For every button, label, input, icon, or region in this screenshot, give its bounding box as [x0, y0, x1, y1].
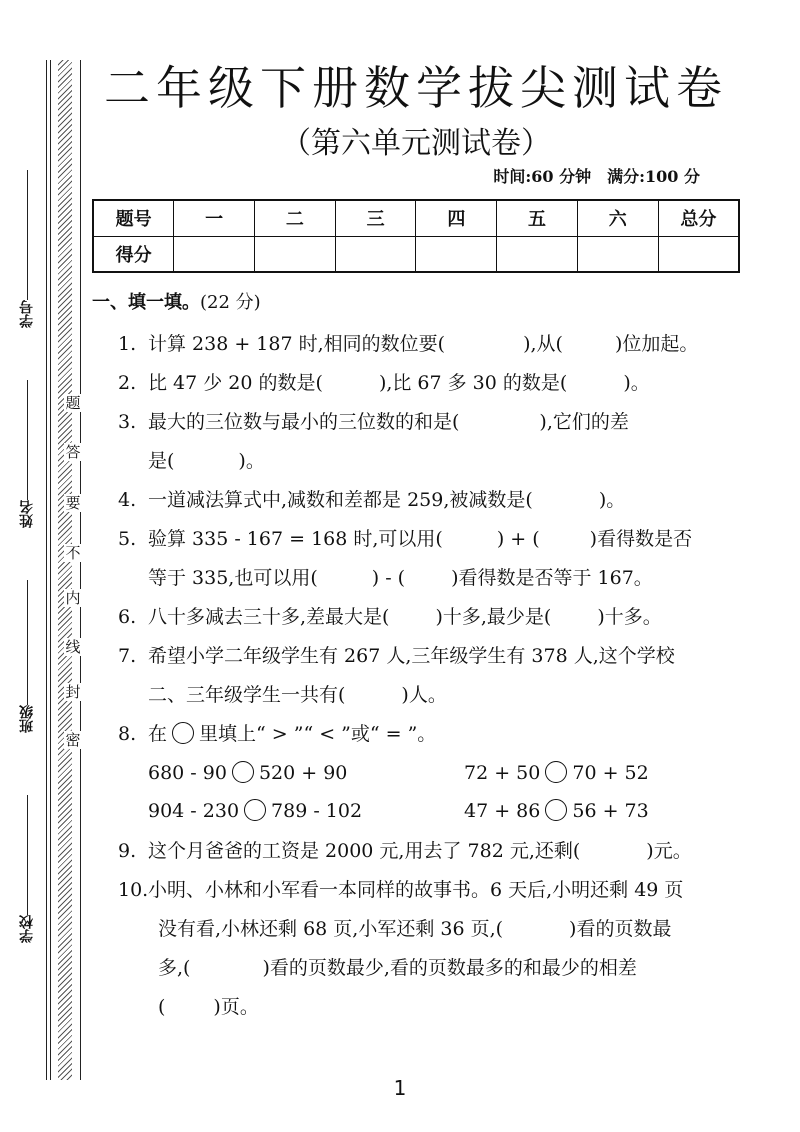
question-text: )页。	[213, 996, 259, 1018]
question-7-continued	[118, 676, 748, 715]
time-limit: 时间:60 分钟	[493, 167, 592, 186]
table-cell: 四	[416, 200, 497, 236]
fill-line	[27, 795, 28, 915]
hatched-border	[58, 60, 72, 1080]
question-text: )。	[598, 489, 626, 511]
margin-line	[46, 60, 47, 1080]
question-10-continued	[118, 949, 748, 988]
question-text: )十多,最少是(	[435, 606, 552, 628]
comparison-item	[464, 758, 649, 788]
table-cell: 六	[577, 200, 658, 236]
question-number: 5.	[118, 528, 137, 550]
table-cell: 二	[254, 200, 335, 236]
class-field[interactable]	[16, 580, 38, 733]
seal-char: 线	[65, 638, 81, 656]
comparison-circle-icon[interactable]	[545, 761, 567, 783]
question-text: )看的页数最少,看的页数最多的和最少的相差	[262, 957, 637, 979]
seal-char: 要	[65, 494, 81, 512]
question-text: )看的页数最	[569, 918, 672, 940]
comparison-left: 680 - 90	[148, 762, 227, 784]
question-text: 里填上“ > ”“ < ”或“ = ”。	[199, 723, 437, 745]
comparison-circle-icon[interactable]	[545, 799, 567, 821]
score-table-score-row	[93, 236, 739, 272]
question-text: 多,(	[158, 957, 191, 979]
question-text: )十多。	[597, 606, 662, 628]
table-cell: 五	[497, 200, 578, 236]
question-text: 在	[148, 723, 168, 745]
comparison-left: 47 + 86	[464, 800, 541, 822]
seal-char: 封	[65, 683, 81, 701]
score-cell[interactable]	[658, 236, 739, 272]
field-label: 学号	[19, 300, 35, 328]
question-3-continued	[118, 442, 748, 481]
question-3	[118, 403, 748, 442]
question-text: 希望小学二年级学生有 267 人,三年级学生有 378 人,这个学校	[148, 645, 675, 667]
question-text: 比 47 少 20 的数是(	[148, 372, 323, 394]
comparison-left: 72 + 50	[464, 762, 541, 784]
question-text: (	[158, 996, 166, 1018]
question-10-continued	[118, 988, 748, 1027]
question-8	[118, 715, 748, 754]
question-text: ) - (	[371, 567, 406, 589]
question-text: 一道减法算式中,减数和差都是 259,被减数是(	[148, 489, 533, 511]
table-cell: 总分	[658, 200, 739, 236]
fill-line	[27, 380, 28, 500]
name-field[interactable]	[16, 380, 38, 528]
question-text: ),从(	[523, 333, 563, 355]
binding-margin	[0, 0, 92, 1132]
question-text: )看得数是否等于 167。	[451, 567, 653, 589]
page-number: 1	[393, 1076, 407, 1100]
question-text: ),比 67 多 30 的数是(	[378, 372, 568, 394]
field-label: 姓名	[19, 500, 35, 528]
question-text: )。	[623, 372, 650, 394]
full-score: 满分:100 分	[607, 167, 700, 186]
comparison-left: 904 - 230	[148, 800, 240, 822]
seal-char: 题	[65, 394, 81, 412]
question-text: 没有看,小林还剩 68 页,小军还剩 36 页,(	[158, 918, 504, 940]
comparison-item	[464, 796, 649, 826]
table-cell: 一	[174, 200, 255, 236]
question-text: 最大的三位数与最小的三位数的和是(	[148, 411, 460, 433]
table-cell: 三	[335, 200, 416, 236]
question-2	[118, 364, 748, 403]
fill-line	[27, 170, 28, 300]
section-heading: 一、填一填。	[92, 292, 200, 313]
question-number: 3.	[118, 411, 137, 433]
comparison-circle-icon[interactable]	[232, 761, 254, 783]
time-info	[477, 166, 700, 188]
comparison-item	[148, 758, 347, 788]
question-text: ) + (	[496, 528, 540, 550]
table-cell: 题号	[93, 200, 174, 236]
question-text: ),它们的差	[539, 411, 629, 433]
comparison-right: 70 + 52	[572, 762, 649, 784]
comparison-circle-icon[interactable]	[244, 799, 266, 821]
question-number: 4.	[118, 489, 137, 511]
section-title	[92, 290, 261, 316]
question-number: 7.	[118, 645, 137, 667]
question-text: )看得数是否	[589, 528, 693, 550]
field-label: 班级	[19, 705, 35, 733]
question-text: 验算 335 - 167 = 168 时,可以用(	[148, 528, 443, 550]
question-5-continued	[118, 559, 748, 598]
question-10	[118, 871, 748, 910]
table-cell: 得分	[93, 236, 174, 272]
question-text: )人。	[401, 684, 447, 706]
field-label: 学校	[19, 915, 35, 943]
score-cell[interactable]	[174, 236, 255, 272]
score-cell[interactable]	[335, 236, 416, 272]
comparison-item	[148, 796, 362, 826]
score-table-header-row	[93, 200, 739, 236]
score-cell[interactable]	[254, 236, 335, 272]
question-number: 6.	[118, 606, 137, 628]
question-10-continued	[118, 910, 748, 949]
question-text: )。	[238, 450, 265, 472]
section-points: (22 分)	[200, 292, 261, 313]
fill-line	[27, 580, 28, 705]
question-1	[118, 325, 748, 364]
question-text: )元。	[646, 840, 692, 862]
score-cell[interactable]	[416, 236, 497, 272]
seal-char: 答	[65, 443, 81, 461]
score-cell[interactable]	[577, 236, 658, 272]
question-7	[118, 637, 748, 676]
question-text: 等于 335,也可以用(	[148, 567, 318, 589]
question-number: 10.	[118, 879, 149, 901]
question-number: 8.	[118, 723, 137, 745]
question-text: 这个月爸爸的工资是 2000 元,用去了 782 元,还剩(	[148, 840, 581, 862]
comparison-right: 520 + 90	[258, 762, 348, 784]
question-9	[118, 832, 748, 871]
seal-char: 密	[65, 731, 81, 749]
question-text: 是(	[148, 450, 175, 472]
question-text: 小明、小林和小军看一本同样的故事书。6 天后,小明还剩 49 页	[148, 879, 684, 901]
question-text: 八十多减去三十多,差最大是(	[148, 606, 390, 628]
question-number: 9.	[118, 840, 137, 862]
question-number: 2.	[118, 372, 137, 394]
question-text: 计算 238 + 187 时,相同的数位要(	[148, 333, 446, 355]
question-text: 二、三年级学生一共有(	[148, 684, 346, 706]
margin-line	[50, 60, 51, 1080]
circle-icon	[172, 722, 194, 744]
comparison-right: 789 - 102	[271, 800, 363, 822]
question-4	[118, 481, 748, 520]
margin-line	[80, 60, 81, 1080]
seal-char: 内	[65, 589, 81, 607]
question-text: )位加起。	[614, 333, 699, 355]
question-number: 1.	[118, 333, 137, 355]
school-field[interactable]	[16, 795, 38, 943]
student-id-field[interactable]	[16, 170, 38, 328]
comparison-right: 56 + 73	[572, 800, 649, 822]
exam-title: 二年级下册数学拔尖测试卷	[104, 61, 728, 115]
question-5	[118, 520, 748, 559]
question-6	[118, 598, 748, 637]
score-cell[interactable]	[497, 236, 578, 272]
score-table	[92, 199, 740, 273]
seal-char: 不	[65, 544, 81, 562]
exam-subtitle: （第六单元测试卷）	[281, 126, 551, 161]
